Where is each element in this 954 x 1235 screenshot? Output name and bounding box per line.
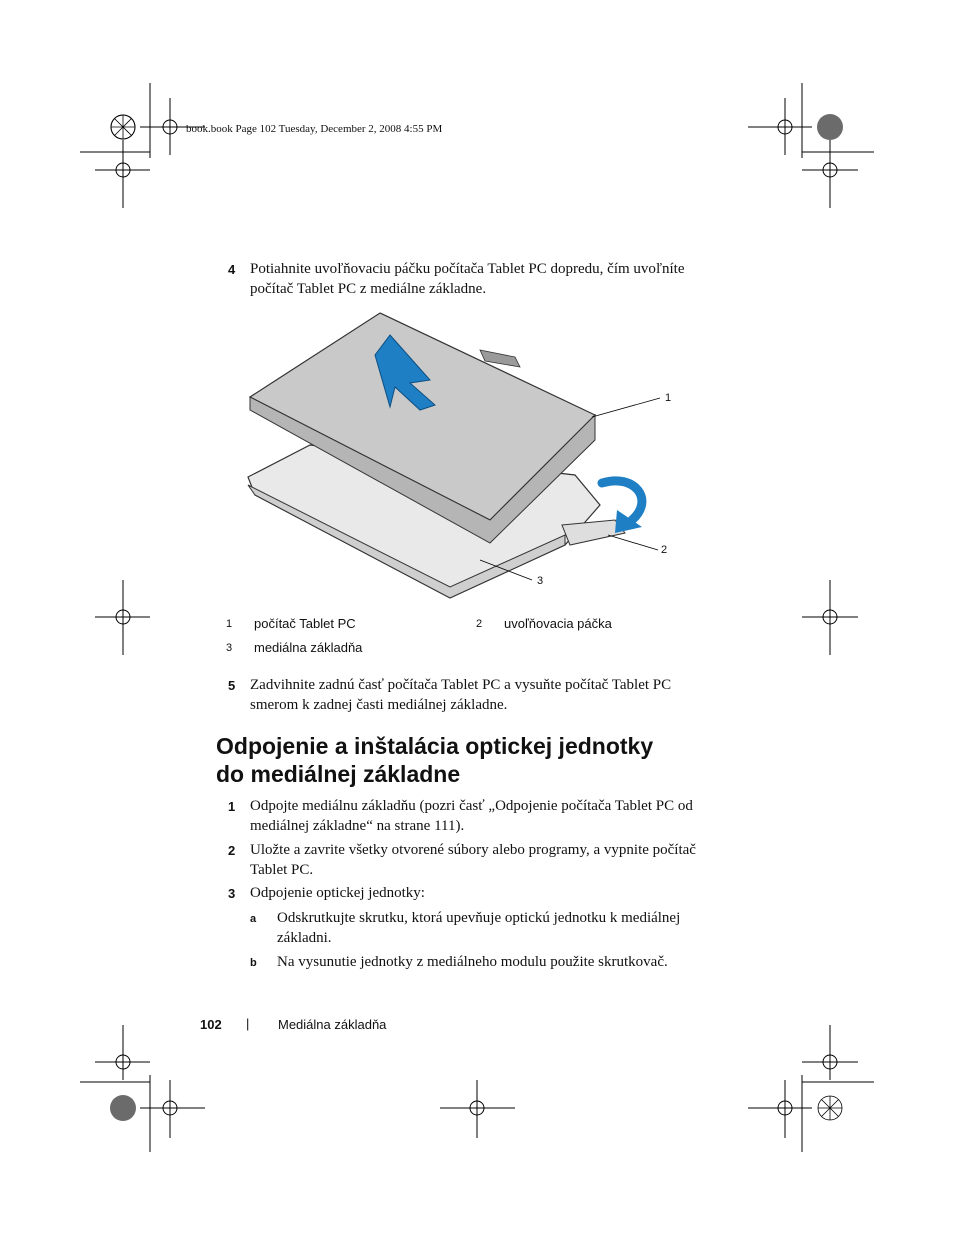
step-text-line: smerom k zadnej časti mediálnej základne. [250, 696, 508, 713]
step-text-line: Tablet PC. [250, 861, 314, 878]
footer-chapter-title: Mediálna základňa [278, 1017, 387, 1032]
caption-label: uvoľňovacia páčka [504, 616, 612, 631]
step-text [250, 797, 730, 836]
caption-label: mediálna základňa [254, 640, 363, 655]
step-text-line: mediálnej základne“ na strane 111). [250, 817, 465, 834]
callout-3: 3 [537, 575, 544, 587]
substep-text [277, 953, 727, 973]
callout-1: 1 [665, 392, 672, 404]
step-number: 1 [228, 799, 236, 814]
section-heading-line: Odpojenie a inštalácia optickej jednotky [216, 733, 654, 759]
step-number: 3 [228, 886, 236, 901]
caption-number: 3 [226, 642, 233, 654]
step-number: 5 [228, 678, 236, 693]
print-header: book.book Page 102 Tuesday, December 2, 2008 4:55 PM [186, 123, 443, 135]
step-text-line: Potiahnite uvoľňovaciu páčku počítača Tablet PC dopredu, čím uvoľníte [250, 261, 685, 277]
page-number: 102 [200, 1017, 222, 1032]
step-text-line: Odpojenie optickej jednotky: [250, 885, 425, 901]
substep-letter: b [250, 957, 257, 969]
substep-text-line: Odskrutkujte skrutku, ktorá upevňuje optickú jednotku k mediálnej [277, 910, 681, 926]
tablet-media-base-illustration [240, 305, 680, 605]
step-number: 2 [228, 843, 236, 858]
step-text [250, 676, 730, 715]
section-heading [216, 732, 653, 788]
step-text-line: Odpojte mediálnu základňu (pozri časť „Odpojenie počítača Tablet PC od [250, 798, 693, 814]
step-text-line: Zadvihnite zadnú časť počítača Tablet PC a vysuňte počítač Tablet PC [250, 677, 672, 693]
substep-letter: a [250, 913, 257, 925]
caption-label: počítač Tablet PC [254, 616, 356, 631]
caption-number: 2 [476, 618, 483, 630]
callout-2: 2 [661, 544, 668, 556]
section-heading-line: do mediálnej základne [216, 761, 461, 787]
step-number: 4 [228, 262, 236, 277]
step-text-line: počítač Tablet PC z mediálne základne. [250, 280, 487, 297]
footer-separator: | [246, 1016, 250, 1031]
step-text [250, 841, 730, 880]
substep-text [277, 909, 727, 948]
step-text [250, 260, 730, 299]
step-text-line: Uložte a zavrite všetky otvorené súbory alebo programy, a vypnite počítač [250, 842, 696, 858]
step-text [250, 884, 730, 904]
caption-number: 1 [226, 618, 233, 630]
substep-text-line: základni. [277, 929, 332, 946]
substep-text-line: Na vysunutie jednotky z mediálneho modulu použite skrutkovač. [277, 954, 668, 970]
